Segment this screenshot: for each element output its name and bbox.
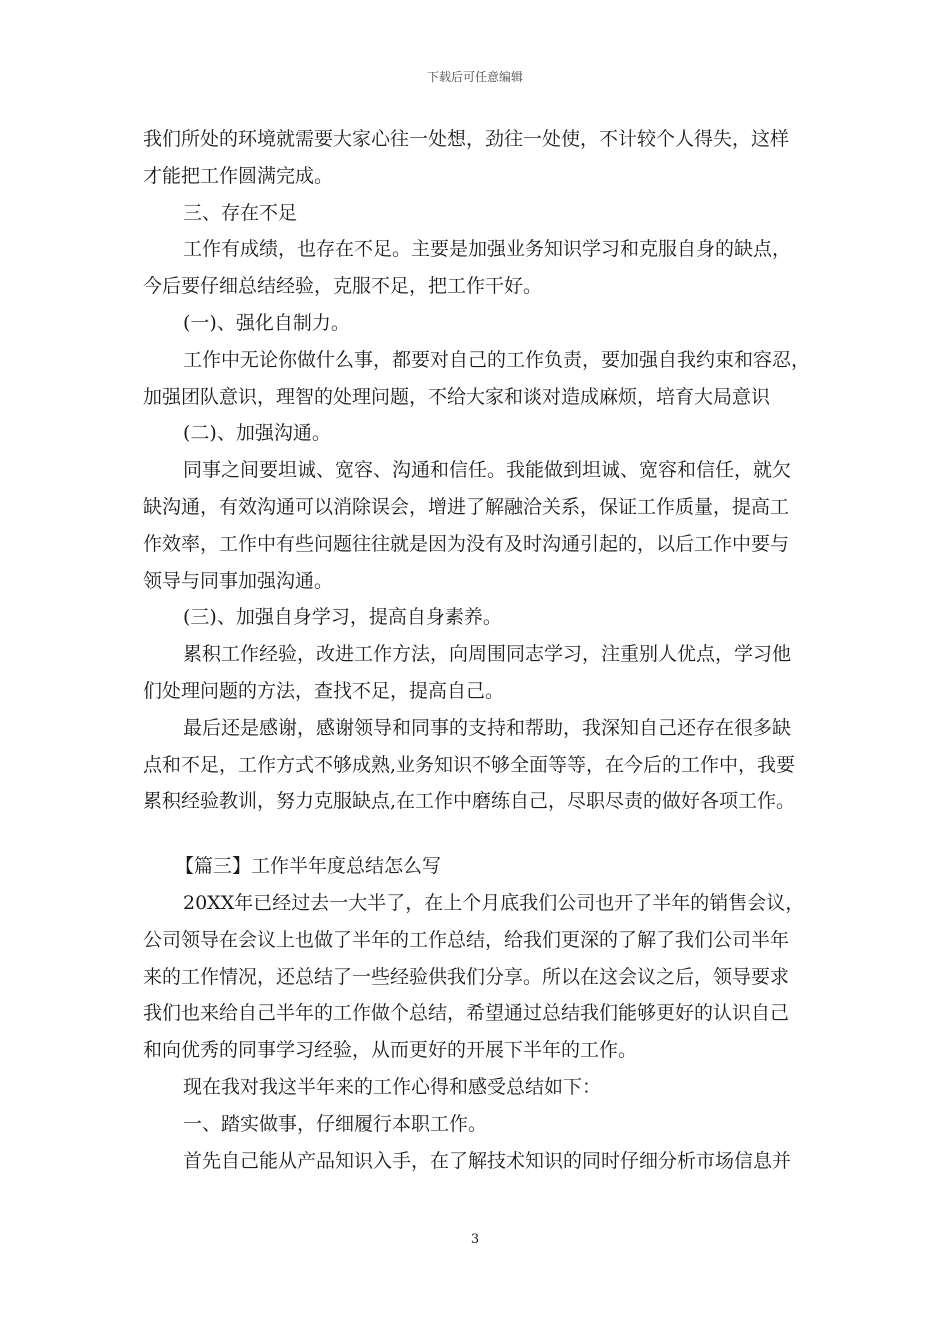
text-line: 们处理问题的方法，查找不足，提高自己。 <box>143 679 505 702</box>
section-heading: 三、存在不足 <box>183 201 298 224</box>
text-line: 公司领导在会议上也做了半年的工作总结，给我们更深的了解了我们公司半年 <box>143 928 790 951</box>
text-line: 我们所处的环境就需要大家心往一处想，劲往一处使，不计较个人得失，这样 <box>143 128 790 150</box>
page-number: 3 <box>470 1232 480 1247</box>
text-line: 最后还是感谢，感谢领导和同事的支持和帮助，我深知自己还存在很多缺 <box>183 716 792 739</box>
article-heading: 【篇三】工作半年度总结怎么写 <box>175 855 442 878</box>
text-line: 来的工作情况，还总结了一些经验供我们分享。所以在这会议之后，领导要求 <box>143 965 790 988</box>
text-line: 累积工作经验，改进工作方法，向周围同志学习，注重别人优点，学习他 <box>183 643 792 666</box>
section-heading: 一、踏实做事，仔细履行本职工作。 <box>183 1112 488 1135</box>
text-line: 加强团队意识，理智的处理问题，不给大家和谈对造成麻烦，培育大局意识 <box>143 385 771 408</box>
text-line: 工作中无论你做什么事，都要对自己的工作负责，要加强自我约束和容忍， <box>183 348 811 371</box>
text-line: 点和不足，工作方式不够成熟,业务知识不够全面等等，在今后的工作中，我要 <box>143 753 796 776</box>
text-line: 领导与同事加强沟通。 <box>143 569 334 592</box>
text-line: 和向优秀的同事学习经验，从而更好的开展下半年的工作。 <box>143 1039 638 1062</box>
text-line: 作效率，工作中有些问题往往就是因为没有及时沟通引起的，以后工作中要与 <box>143 532 790 555</box>
subsection-heading: (一)、强化自制力。 <box>183 311 350 334</box>
text-line: 现在我对我这半年来的工作心得和感受总结如下： <box>183 1075 602 1098</box>
text-line: 20XX年已经过去一大半了，在上个月底我们公司也开了半年的销售会议， <box>183 891 805 914</box>
text-line: 我们也来给自己半年的工作做个总结，希望通过总结我们能够更好的认识自己 <box>143 1002 790 1025</box>
text-line: 才能把工作圆满完成。 <box>143 164 334 187</box>
paragraph-gap <box>143 820 811 848</box>
subsection-heading: (二)、加强沟通。 <box>183 422 331 445</box>
text-line: 今后要仔细总结经验，克服不足，把工作干好。 <box>143 275 543 298</box>
document-body <box>143 121 811 1179</box>
text-line: 同事之间要坦诚、宽容、沟通和信任。我能做到坦诚、宽容和信任，就欠 <box>183 459 792 482</box>
page-header: 下载后可任意编辑 <box>426 70 523 84</box>
text-line: 缺沟通，有效沟通可以消除误会，增进了解融洽关系，保证工作质量，提高工 <box>143 495 790 518</box>
text-line: 工作有成绩，也存在不足。主要是加强业务知识学习和克服自身的缺点， <box>183 238 792 261</box>
subsection-heading: (三)、加强自身学习，提高自身素养。 <box>183 606 502 629</box>
text-line: 首先自己能从产品知识入手，在了解技术知识的同时仔细分析市场信息并 <box>183 1149 792 1172</box>
text-line: 累积经验教训，努力克服缺点,在工作中磨练自己，尽职尽责的做好各项工作。 <box>143 790 796 813</box>
